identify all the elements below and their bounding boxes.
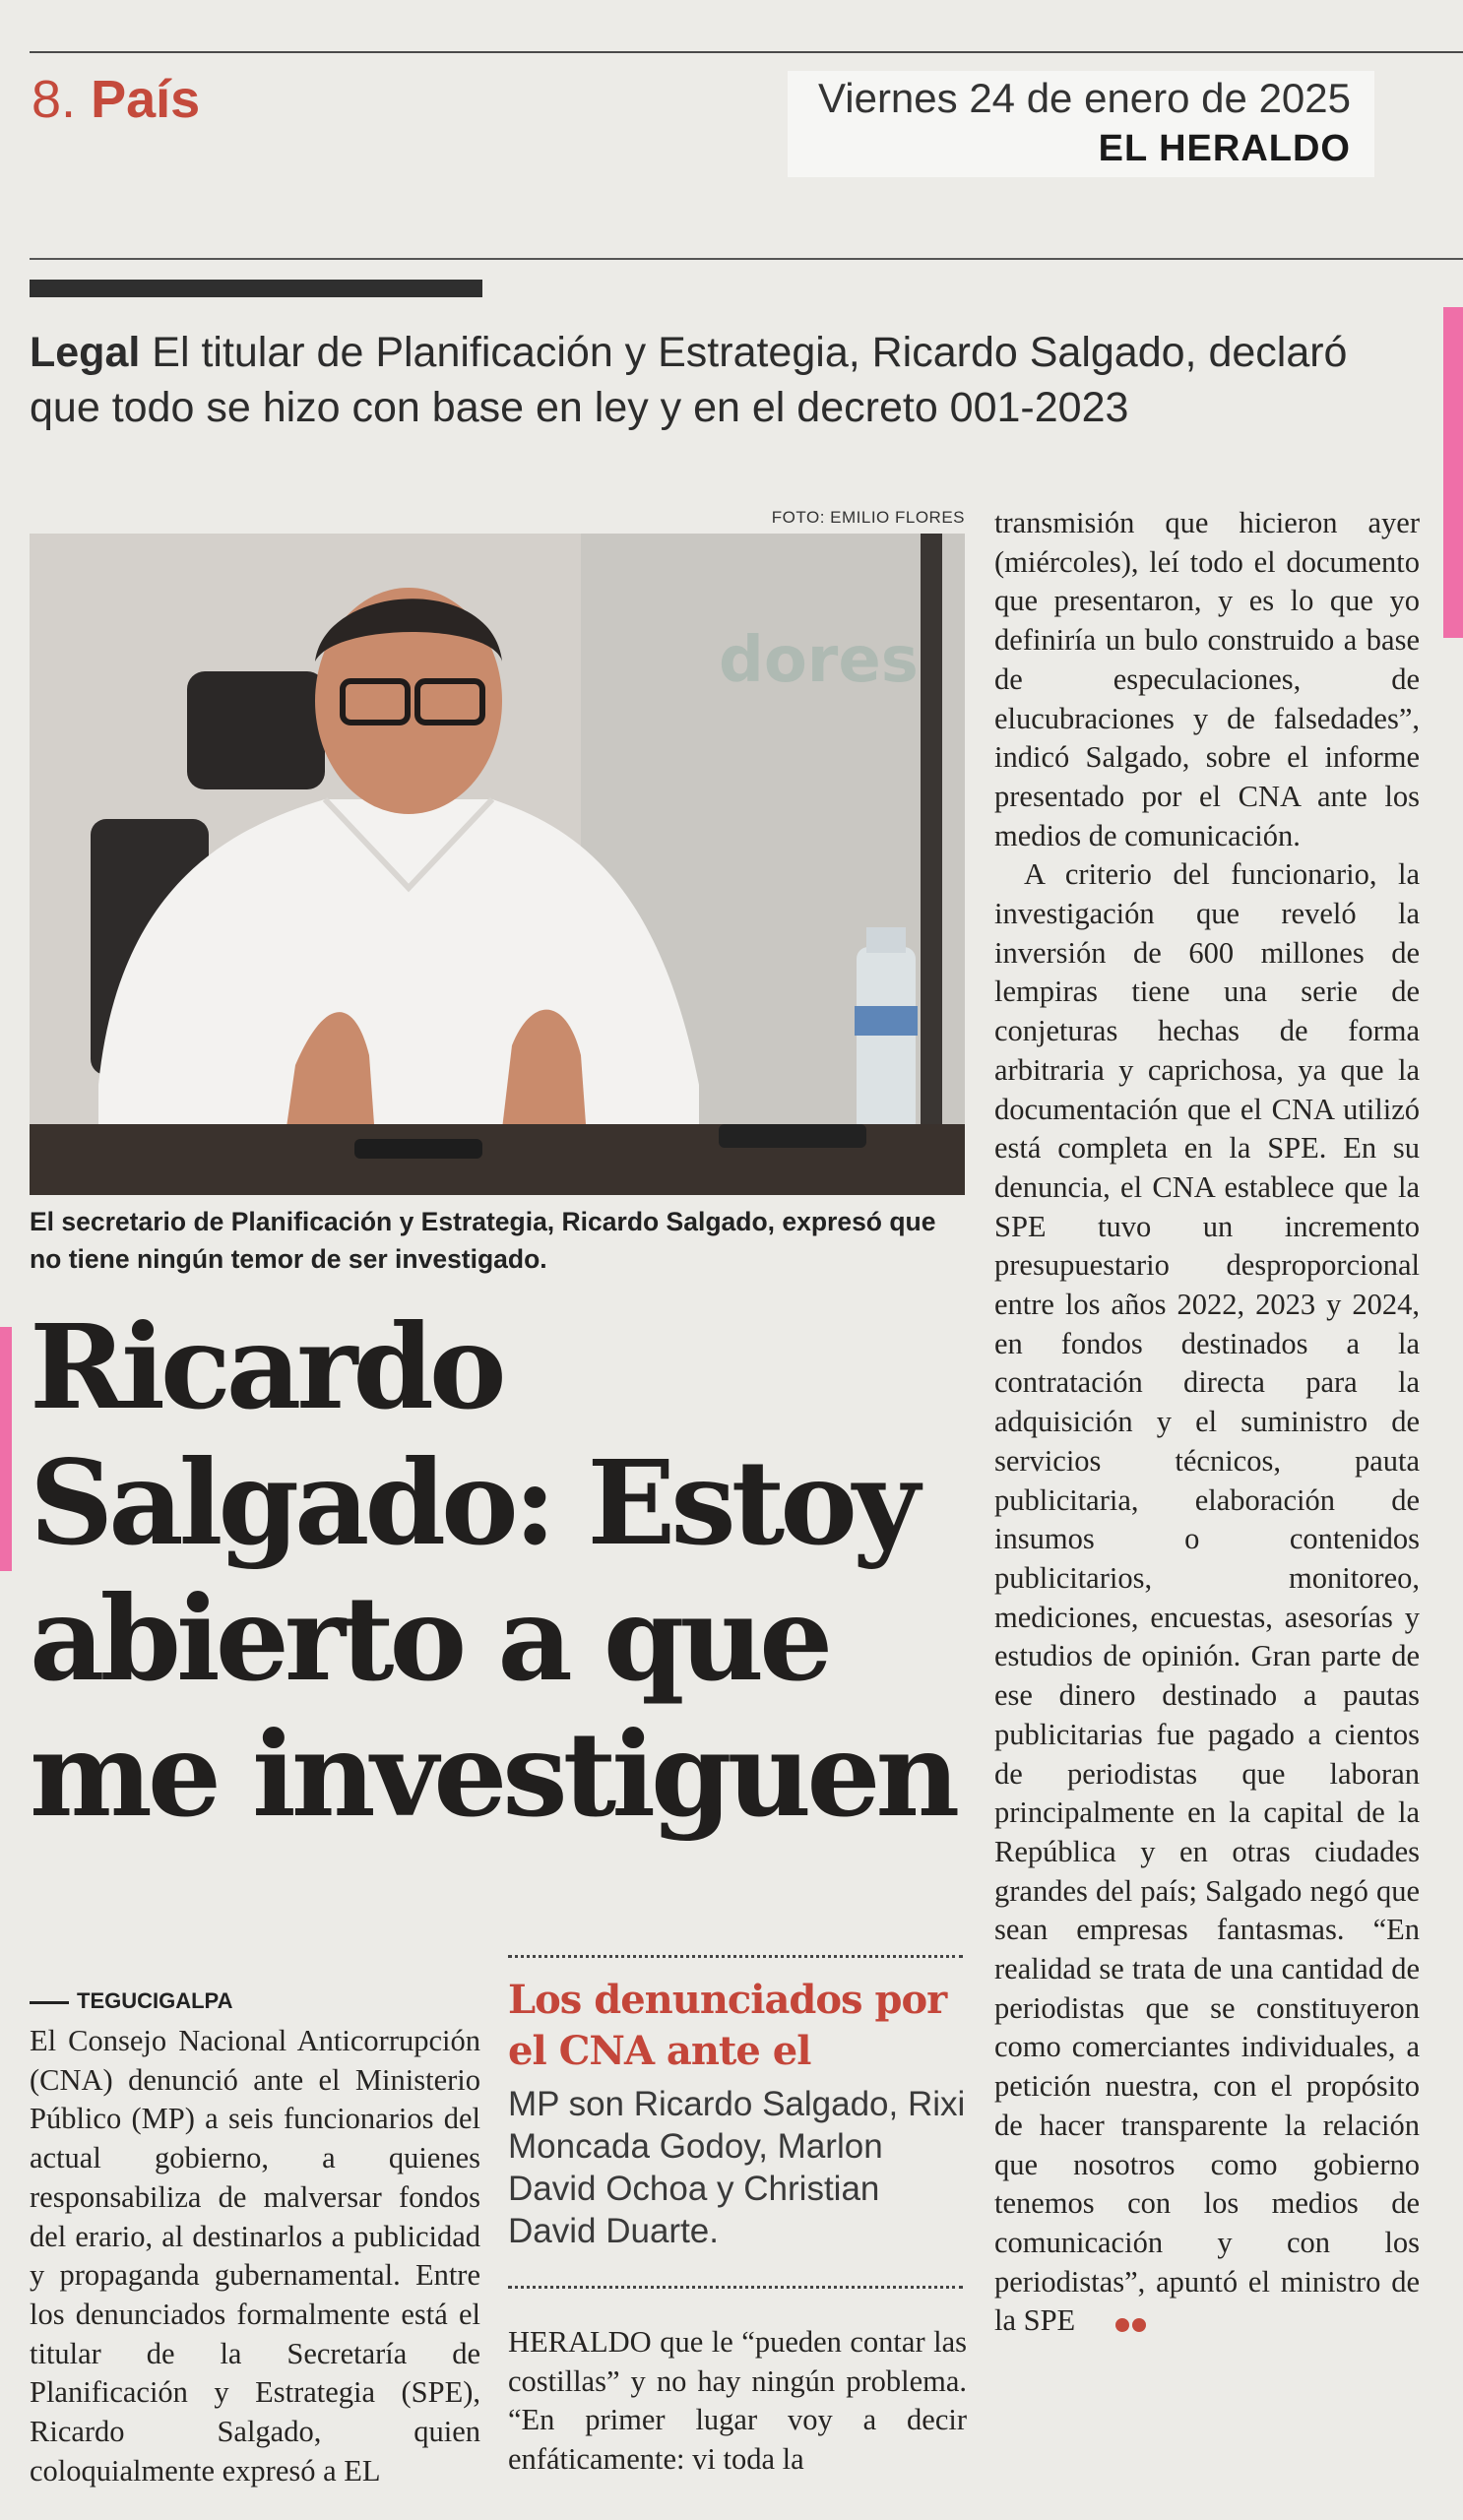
body-paragraph: transmisión que hicieron ayer (miércoles), leí todo el documento que presentaron, y es lo que yo definiría un bulo construido a base de especulaciones, de elucubraciones y de falsedades”, indicó Salgado, sobre el informe presentado por el CNA ante los medios de comunicación.: [994, 506, 1420, 852]
newspaper-name: EL HERALDO: [1098, 128, 1351, 169]
end-mark-icon: [1083, 2303, 1146, 2343]
body-paragraph: El Consejo Nacional Anticorrupción (CNA) denunció ante el Ministerio Público (MP) a seis funcionarios del actual gobierno, a quienes responsabiliza de malversar fondos del erario, al destinarlos a publicidad y propaganda gubernamental. Entre los denunciados formalmente está el titular de la Secretaría de Planificación y Estrategia (SPE), Ricardo Salgado, quien coloquialmente expresó a EL: [30, 2024, 480, 2488]
deck-kicker: Legal: [30, 329, 141, 376]
photo-credit: FOTO: EMILIO FLORES: [771, 508, 965, 527]
dateline-text: TEGUCIGALPA: [77, 1988, 233, 2013]
page-number: 8.: [32, 70, 77, 129]
article-column-right: [994, 504, 1420, 2343]
section-name: País: [91, 70, 201, 129]
dateline: [30, 1984, 480, 2018]
pull-quote-rule-bottom: [508, 2286, 963, 2289]
highlighter-mark-left: [0, 1327, 12, 1571]
article-column-left: [30, 1984, 480, 2490]
top-rule: [30, 51, 1463, 53]
article-photo: [30, 534, 965, 1195]
svg-text:dores: dores: [719, 624, 919, 697]
photo-caption: El secretario de Planificación y Estrategia, Ricardo Salgado, expresó que no tiene ningún temor de ser investigado.: [30, 1207, 936, 1274]
body-paragraph: HERALDO que le “pueden contar las costillas” y no hay ningún problema. “En primer lugar voy a decir enfáticamente: vi toda la: [508, 2325, 967, 2477]
pull-quote-lead: Los denunciados por el CNA ante el: [508, 1977, 947, 2074]
pull-quote-rule-top: [508, 1955, 963, 1958]
article-column-middle: [508, 2323, 967, 2480]
date-box: [788, 71, 1374, 177]
highlighter-mark-right: [1443, 307, 1463, 638]
section-label: [32, 69, 200, 130]
publication-date: Viernes 24 de enero de 2025: [818, 75, 1351, 121]
pull-quote-body: MP son Ricardo Salgado, Rixi Moncada Godoy, Marlon David Ochoa y Christian David Duarte.: [508, 2085, 966, 2250]
body-paragraph-text: A criterio del funcionario, la investigación que reveló la inversión de 600 millones de lempiras tiene una serie de conjeturas hechas de forma arbitraria y caprichosa, ya que la documentación que el CNA utilizó está completa en la SPE. En su denuncia, el CNA establece que la SPE tuvo un incremento presupuestario desproporcional entre los años 2022, 2023 y 2024, en fondos destinados a la contratación directa para la adquisición y el suministro de servicios técnicos, pauta publicitaria, elaboración de insumos o contenidos publicitarios, monitoreo, mediciones, encuestas, asesorías y estudios de opinión. Gran parte de ese dinero destinado a pautas publicitarias fue pagado a cientos de periodistas que laboran principalmente en la capital de la República y en otras ciudades grandes del país; Salgado negó que sean empresas fantasmas. “En realidad se trata de una cantidad de periodistas que se constituyeron como comerciantes individuales, a petición nuestra, con el propósito de hacer transparente la relación que nosotros como gobierno tenemos con los medios de comunicación y con los periodistas”, apuntó el ministro de la SPE: [994, 857, 1420, 2338]
deck: [30, 325, 1428, 435]
header-rule: [30, 258, 1463, 260]
dateline-dash: [30, 2001, 69, 2004]
deck-text: El titular de Planificación y Estrategia, Ricardo Salgado, declaró que todo se hizo con base en ley y en el decreto 001-2023: [30, 329, 1348, 431]
headline: Ricardo Salgado: Estoy abierto a que me investiguen: [30, 1298, 956, 1843]
body-paragraph: [994, 855, 1420, 2343]
deck-bar: [30, 280, 482, 297]
